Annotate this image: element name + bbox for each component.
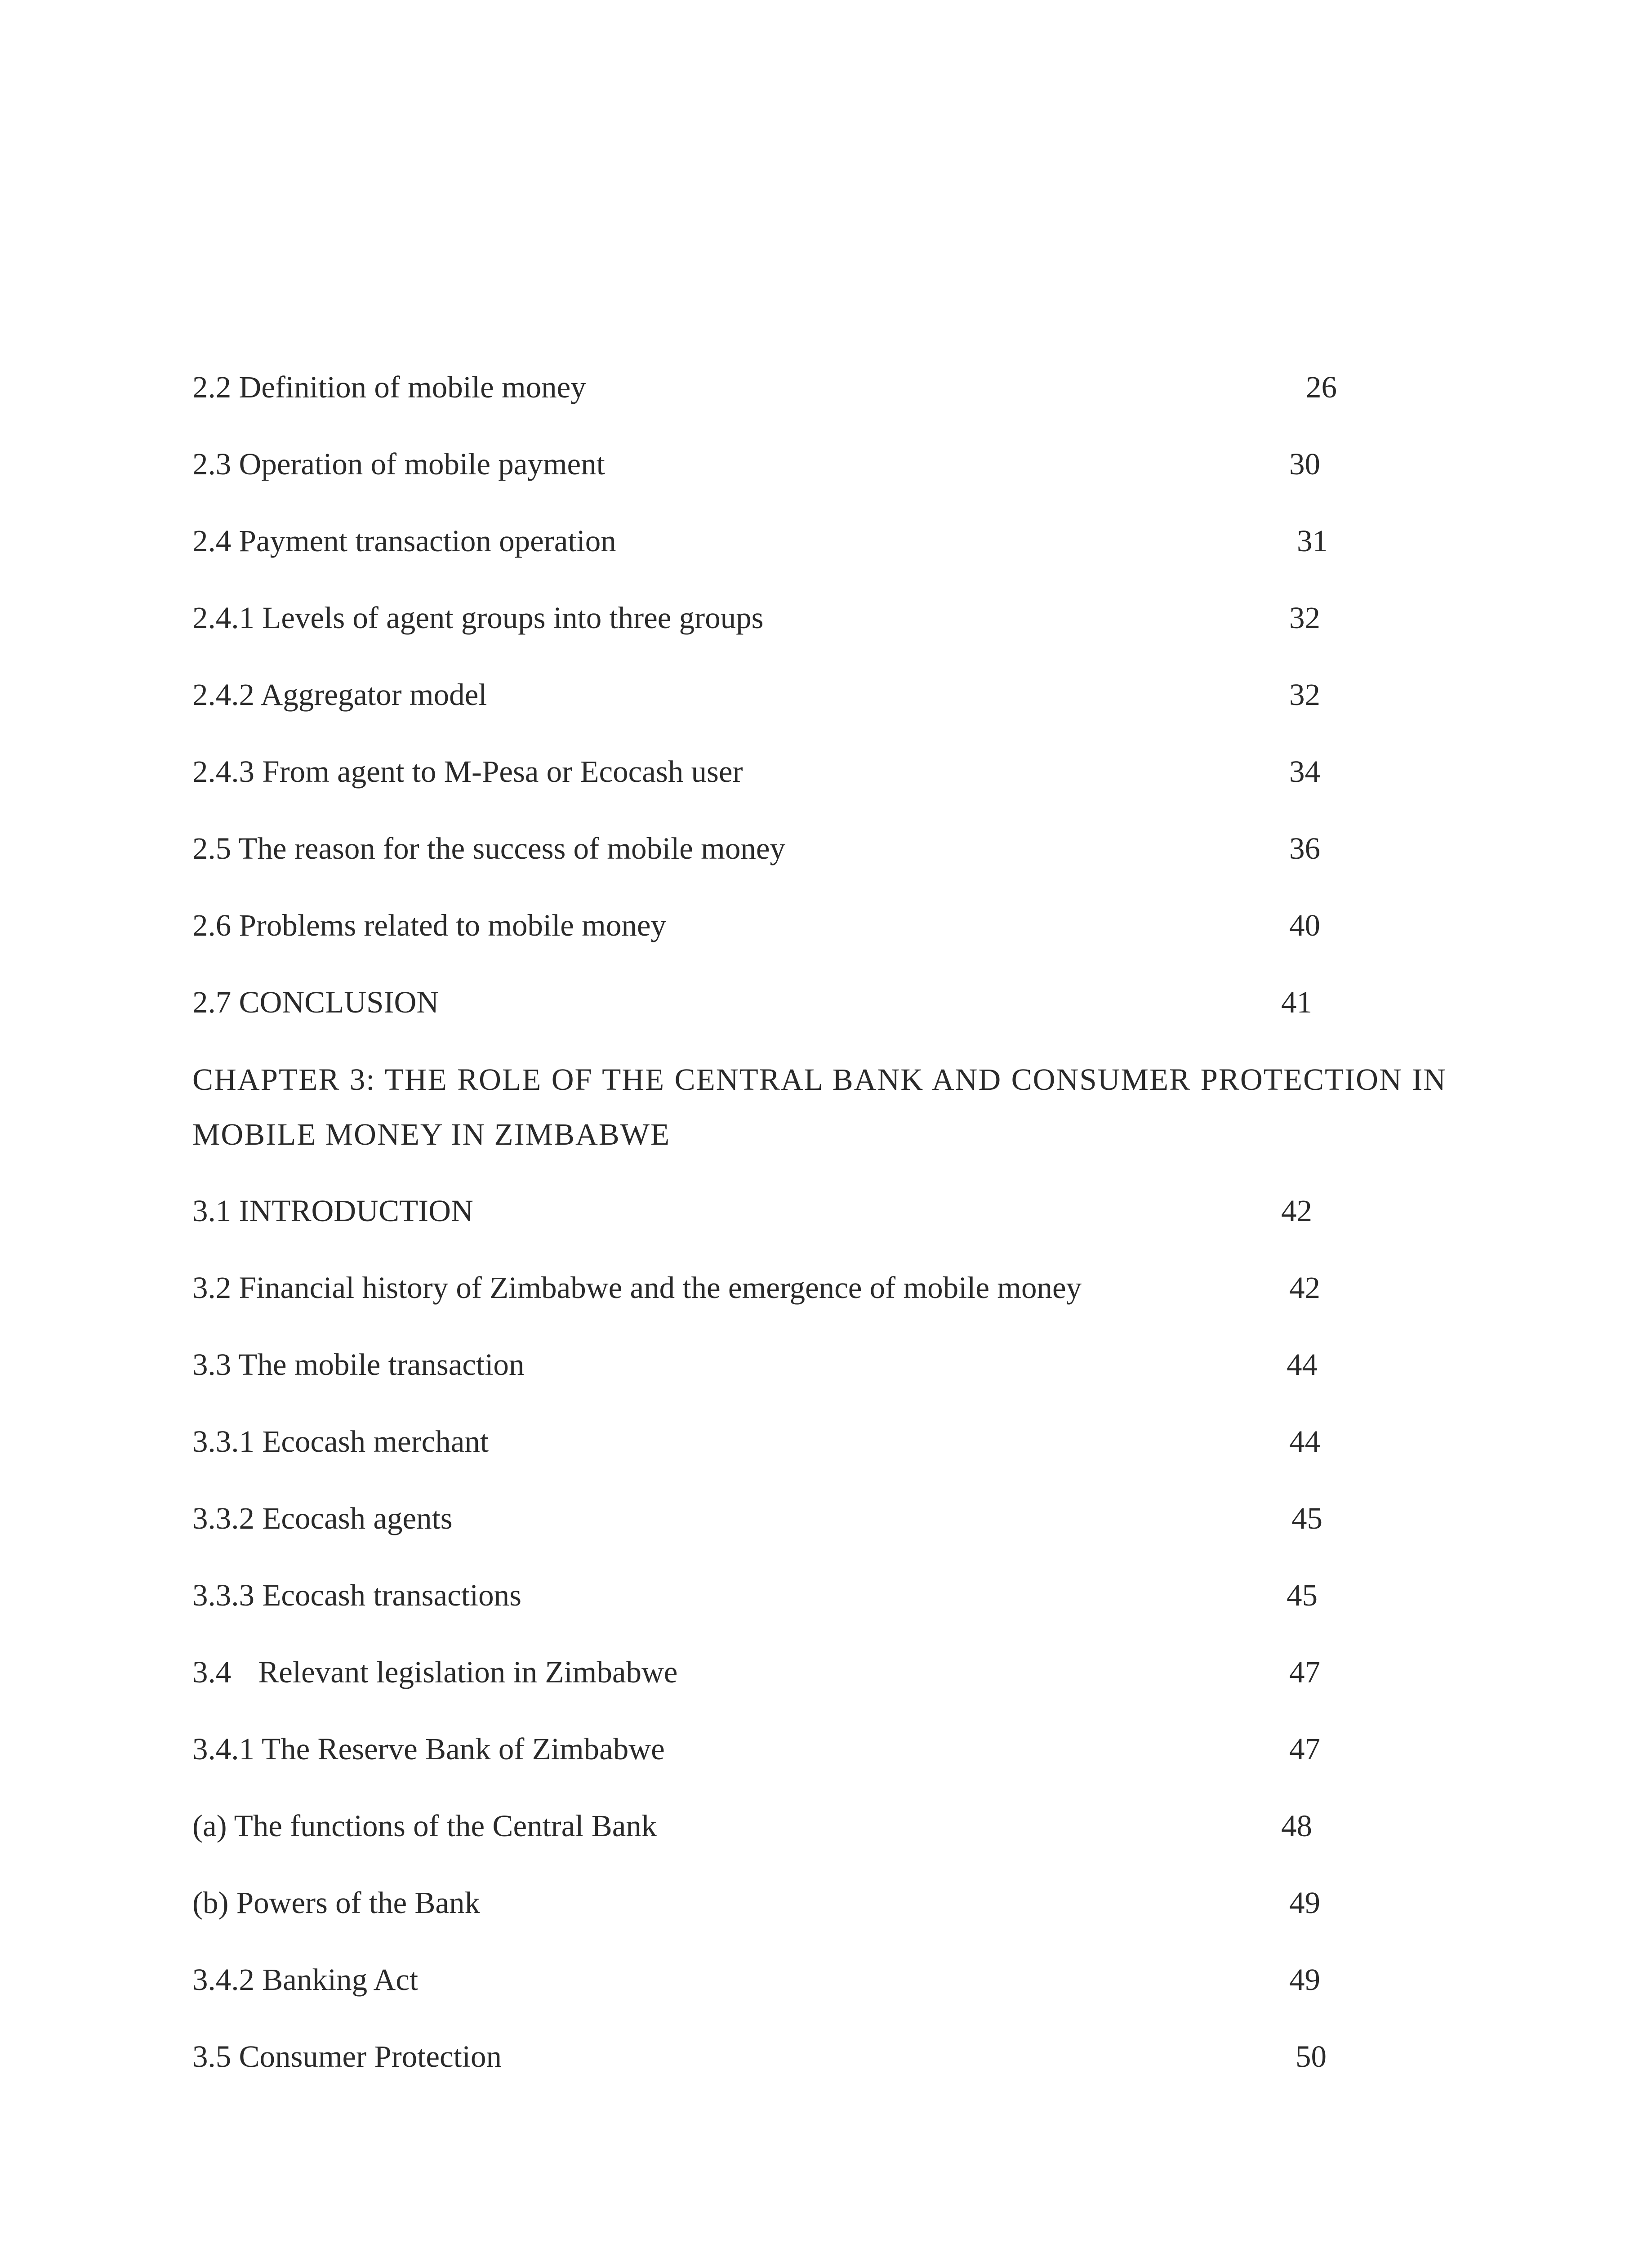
toc-page-2-7: 41 (1281, 985, 1312, 1019)
toc-entry-3-3-1: 3.3.1 Ecocash merchant (192, 1424, 489, 1459)
toc-page-3-4-2: 49 (1289, 1963, 1320, 1997)
toc-page-3-3-2: 45 (1291, 1501, 1322, 1535)
toc-page-3-3-1: 44 (1289, 1424, 1320, 1459)
toc-page-2-6: 40 (1289, 908, 1320, 942)
chapter-3-heading-line1: CHAPTER 3: THE ROLE OF THE CENTRAL BANK AND CONSUMER PROTECTION IN (192, 1062, 1447, 1097)
toc-page-2-5: 36 (1289, 831, 1320, 865)
chapter-3-heading-line2: MOBILE MONEY IN ZIMBABWE (192, 1117, 671, 1151)
toc-entry-3-1: 3.1 INTRODUCTION (192, 1194, 473, 1228)
toc-entry-3-3-2: 3.3.2 Ecocash agents (192, 1501, 453, 1535)
toc-entry-3-3: 3.3 The mobile transaction (192, 1347, 525, 1382)
toc-entry-2-4-1: 2.4.1 Levels of agent groups into three groups (192, 601, 764, 635)
toc-entry-2-5: 2.5 The reason for the success of mobile money (192, 831, 785, 865)
toc-entry-3-4-text: Relevant legislation in Zimbabwe (258, 1655, 678, 1689)
toc-page-3-4: 47 (1289, 1655, 1320, 1689)
toc-page-3-4-1: 47 (1289, 1732, 1320, 1766)
toc-page-2-3: 30 (1289, 447, 1320, 481)
toc-entry-2-7: 2.7 CONCLUSION (192, 985, 439, 1019)
toc-entry-2-6: 2.6 Problems related to mobile money (192, 908, 666, 942)
toc-entry-2-4-3: 2.4.3 From agent to M-Pesa or Ecocash user (192, 754, 743, 789)
toc-page-2-4-2: 32 (1289, 678, 1320, 712)
toc-entry-3-4-a: (a) The functions of the Central Bank (192, 1809, 657, 1843)
toc-page-3-5: 50 (1296, 2039, 1327, 2074)
toc-entry-3-5: 3.5 Consumer Protection (192, 2039, 502, 2074)
toc-entry-2-4-2: 2.4.2 Aggregator model (192, 678, 487, 712)
toc-page-2-4: 31 (1297, 524, 1328, 558)
toc-page-3-4-b: 49 (1289, 1886, 1320, 1920)
toc-entry-2-3: 2.3 Operation of mobile payment (192, 447, 605, 481)
toc-page-3-3: 44 (1287, 1347, 1318, 1382)
toc-entry-3-4-number: 3.4 (192, 1655, 232, 1689)
toc-entry-3-2: 3.2 Financial history of Zimbabwe and the emergence of mobile money (192, 1271, 1082, 1305)
toc-page-3-4-a: 48 (1281, 1809, 1312, 1843)
toc-entry-2-2: 2.2 Definition of mobile money (192, 370, 586, 404)
toc-page-3-1: 42 (1281, 1194, 1312, 1228)
toc-entry-3-4-2: 3.4.2 Banking Act (192, 1963, 419, 1997)
toc-entry-3-4-b: (b) Powers of the Bank (192, 1886, 481, 1920)
toc-entry-2-4: 2.4 Payment transaction operation (192, 524, 616, 558)
toc-page-2-4-1: 32 (1289, 601, 1320, 635)
toc-entry-3-3-3: 3.3.3 Ecocash transactions (192, 1578, 521, 1612)
chapter-3-heading (192, 1052, 1447, 1162)
toc-page-2-2: 26 (1306, 370, 1337, 404)
toc-page-2-4-3: 34 (1289, 754, 1320, 789)
toc-entry-3-4 (192, 1654, 677, 1691)
toc-page-3-3-3: 45 (1287, 1578, 1318, 1612)
toc-entry-3-4-1: 3.4.1 The Reserve Bank of Zimbabwe (192, 1732, 665, 1766)
toc-page-3-2: 42 (1289, 1271, 1320, 1305)
